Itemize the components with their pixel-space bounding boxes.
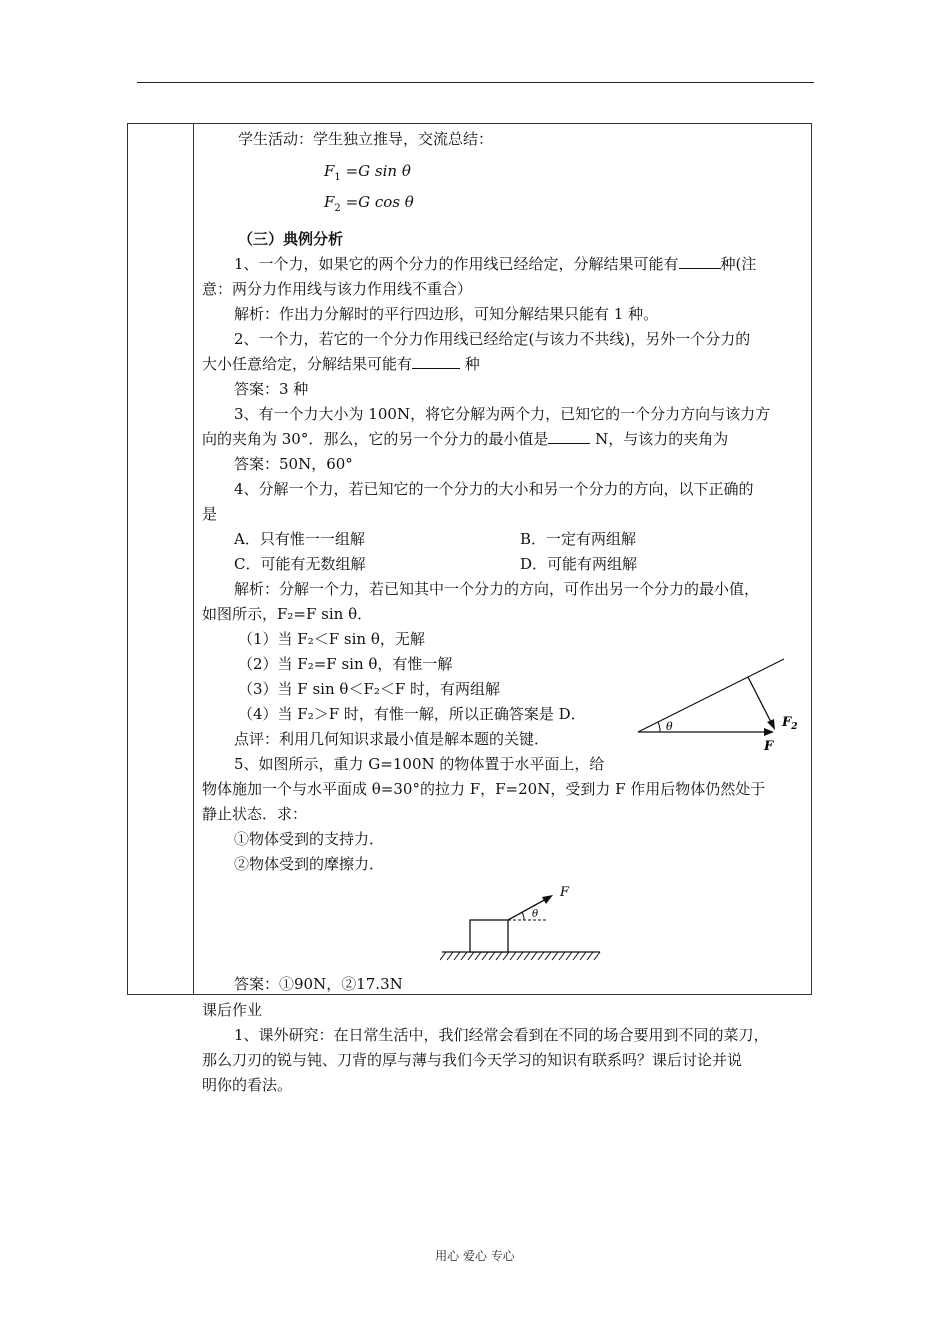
q3-answer: 答案：50N，60° [234,455,353,473]
q1-line1: 1、一个力，如果它的两个分力的作用线已经给定，分解结果可能有 种(注 [234,255,757,273]
q4-option-b: B．一定有两组解 [520,530,637,548]
pull-angle-arc [522,912,524,920]
f2-label: $F_2$ [782,715,798,732]
hatch-mark [440,952,446,960]
force-f-arrowhead [764,728,774,736]
theta-label: θ [666,720,673,733]
q4-option-c: C．可能有无数组解 [234,555,366,573]
force-decomposition-figure [630,650,810,760]
hatch-mark [594,952,600,960]
hatch-mark [510,952,516,960]
q5-answer: 答案：①90N，②17.3N [234,975,403,993]
q1-analysis: 解析：作出力分解时的平行四边形，可知分解结果只能有 1 种。 [234,305,659,323]
q4-line1: 4、分解一个力，若已知它的一个分力的大小和另一个分力的方向，以下正确的 [234,480,754,498]
lesson-table [127,123,812,1094]
q4-analysis-line2: 如图所示，F₂=F sin θ． [202,605,373,623]
hatch-mark [587,952,593,960]
homework-line1: 1、课外研究：在日常生活中，我们经常会看到在不同的场合要用到不同的菜刀， [234,1026,769,1044]
hatch-mark [517,952,523,960]
hatch-mark [489,952,495,960]
block-figure [440,880,610,970]
hatch-mark [454,952,460,960]
q4-option-d: D．可能有两组解 [520,555,638,573]
pull-force-arrow [508,898,548,920]
q4-analysis-line1: 解析：分解一个力，若已知其中一个分力的方向，可作出另一个分力的最小值， [234,580,760,598]
formula-f1: $F_1 =G$ sin θ [324,162,411,183]
q4-line2: 是 [202,505,218,523]
q4-case3: （3）当 F sin θ＜F₂＜F 时，有两组解 [238,680,501,698]
pull-theta-label: θ [532,909,539,920]
formula-f2: $F_2 =G$ cos θ [324,193,414,214]
hatch-mark [573,952,579,960]
force-f2-arrow [748,677,773,726]
pull-f-label: F [560,885,570,900]
force-f2-arrowhead [767,719,775,730]
hatch-mark [468,952,474,960]
homework-line3: 明你的看法。 [202,1076,293,1094]
homework-title: 课后作业 [202,1001,263,1019]
footer-text: 用心 爱心 专心 [435,1249,515,1263]
hatch-mark [496,952,502,960]
q5-line2: 物体施加一个与水平面成 θ=30°的拉力 F，F=20N，受到力 F 作用后物体仍然处于 [202,780,766,798]
left-column [128,124,194,994]
q1-line2: 意：两分力作用线与该力作用线不重合） [202,280,473,298]
q2-line2: 大小任意给定，分解结果可能有 种 [202,355,480,373]
homework-line2: 那么刀刃的锐与钝、刀背的厚与薄与我们今天学习的知识有联系吗？课后讨论并说 [202,1051,743,1069]
hatch-mark [524,952,530,960]
activity-text: 学生活动：学生独立推导，交流总结： [238,130,494,148]
q2-answer: 答案：3 种 [234,380,309,398]
q5-line1: 5、如图所示，重力 G=100N 的物体置于水平面上，给 [234,755,605,773]
hatch-mark [503,952,509,960]
f-label: F [764,739,774,754]
hatch-mark [552,952,558,960]
q5-sub1: ①物体受到的支持力． [234,830,385,848]
ground-hatching [440,952,600,960]
q4-case2: （2）当 F₂=F sin θ，有惟一解 [238,655,453,673]
q5-sub2: ②物体受到的摩擦力． [234,855,385,873]
q2-line1: 2、一个力，若它的一个分力作用线已经给定(与该力不共线)，另外一个分力的 [234,330,751,348]
hatch-mark [482,952,488,960]
hatch-mark [538,952,544,960]
q4-comment: 点评：利用几何知识求最小值是解本题的关键． [234,730,550,748]
hatch-mark [461,952,467,960]
angle-arc [658,722,660,732]
section-title: （三）典例分析 [238,230,344,248]
header-rule [137,82,814,83]
hatch-mark [545,952,551,960]
q4-case4: （4）当 F₂＞F 时，有惟一解，所以正确答案是 D． [238,705,586,723]
hatch-mark [580,952,586,960]
q3-line1: 3、有一个力大小为 100N，将它分解为两个力，已知它的一个分力方向与该力方 [234,405,771,423]
hatch-mark [559,952,565,960]
hatch-mark [475,952,481,960]
hatch-mark [566,952,572,960]
component-direction-line [638,659,784,732]
q3-line2: 向的夹角为 30°．那么，它的另一个分力的最小值是 N，与该力的夹角为 [202,430,729,448]
q5-line3: 静止状态．求： [202,805,308,823]
block [470,920,508,952]
hatch-mark [531,952,537,960]
q4-case1: （1）当 F₂＜F sin θ，无解 [238,630,425,648]
hatch-mark [447,952,453,960]
pull-force-arrowhead [542,895,553,904]
q4-option-a: A．只有惟一一组解 [234,530,365,548]
